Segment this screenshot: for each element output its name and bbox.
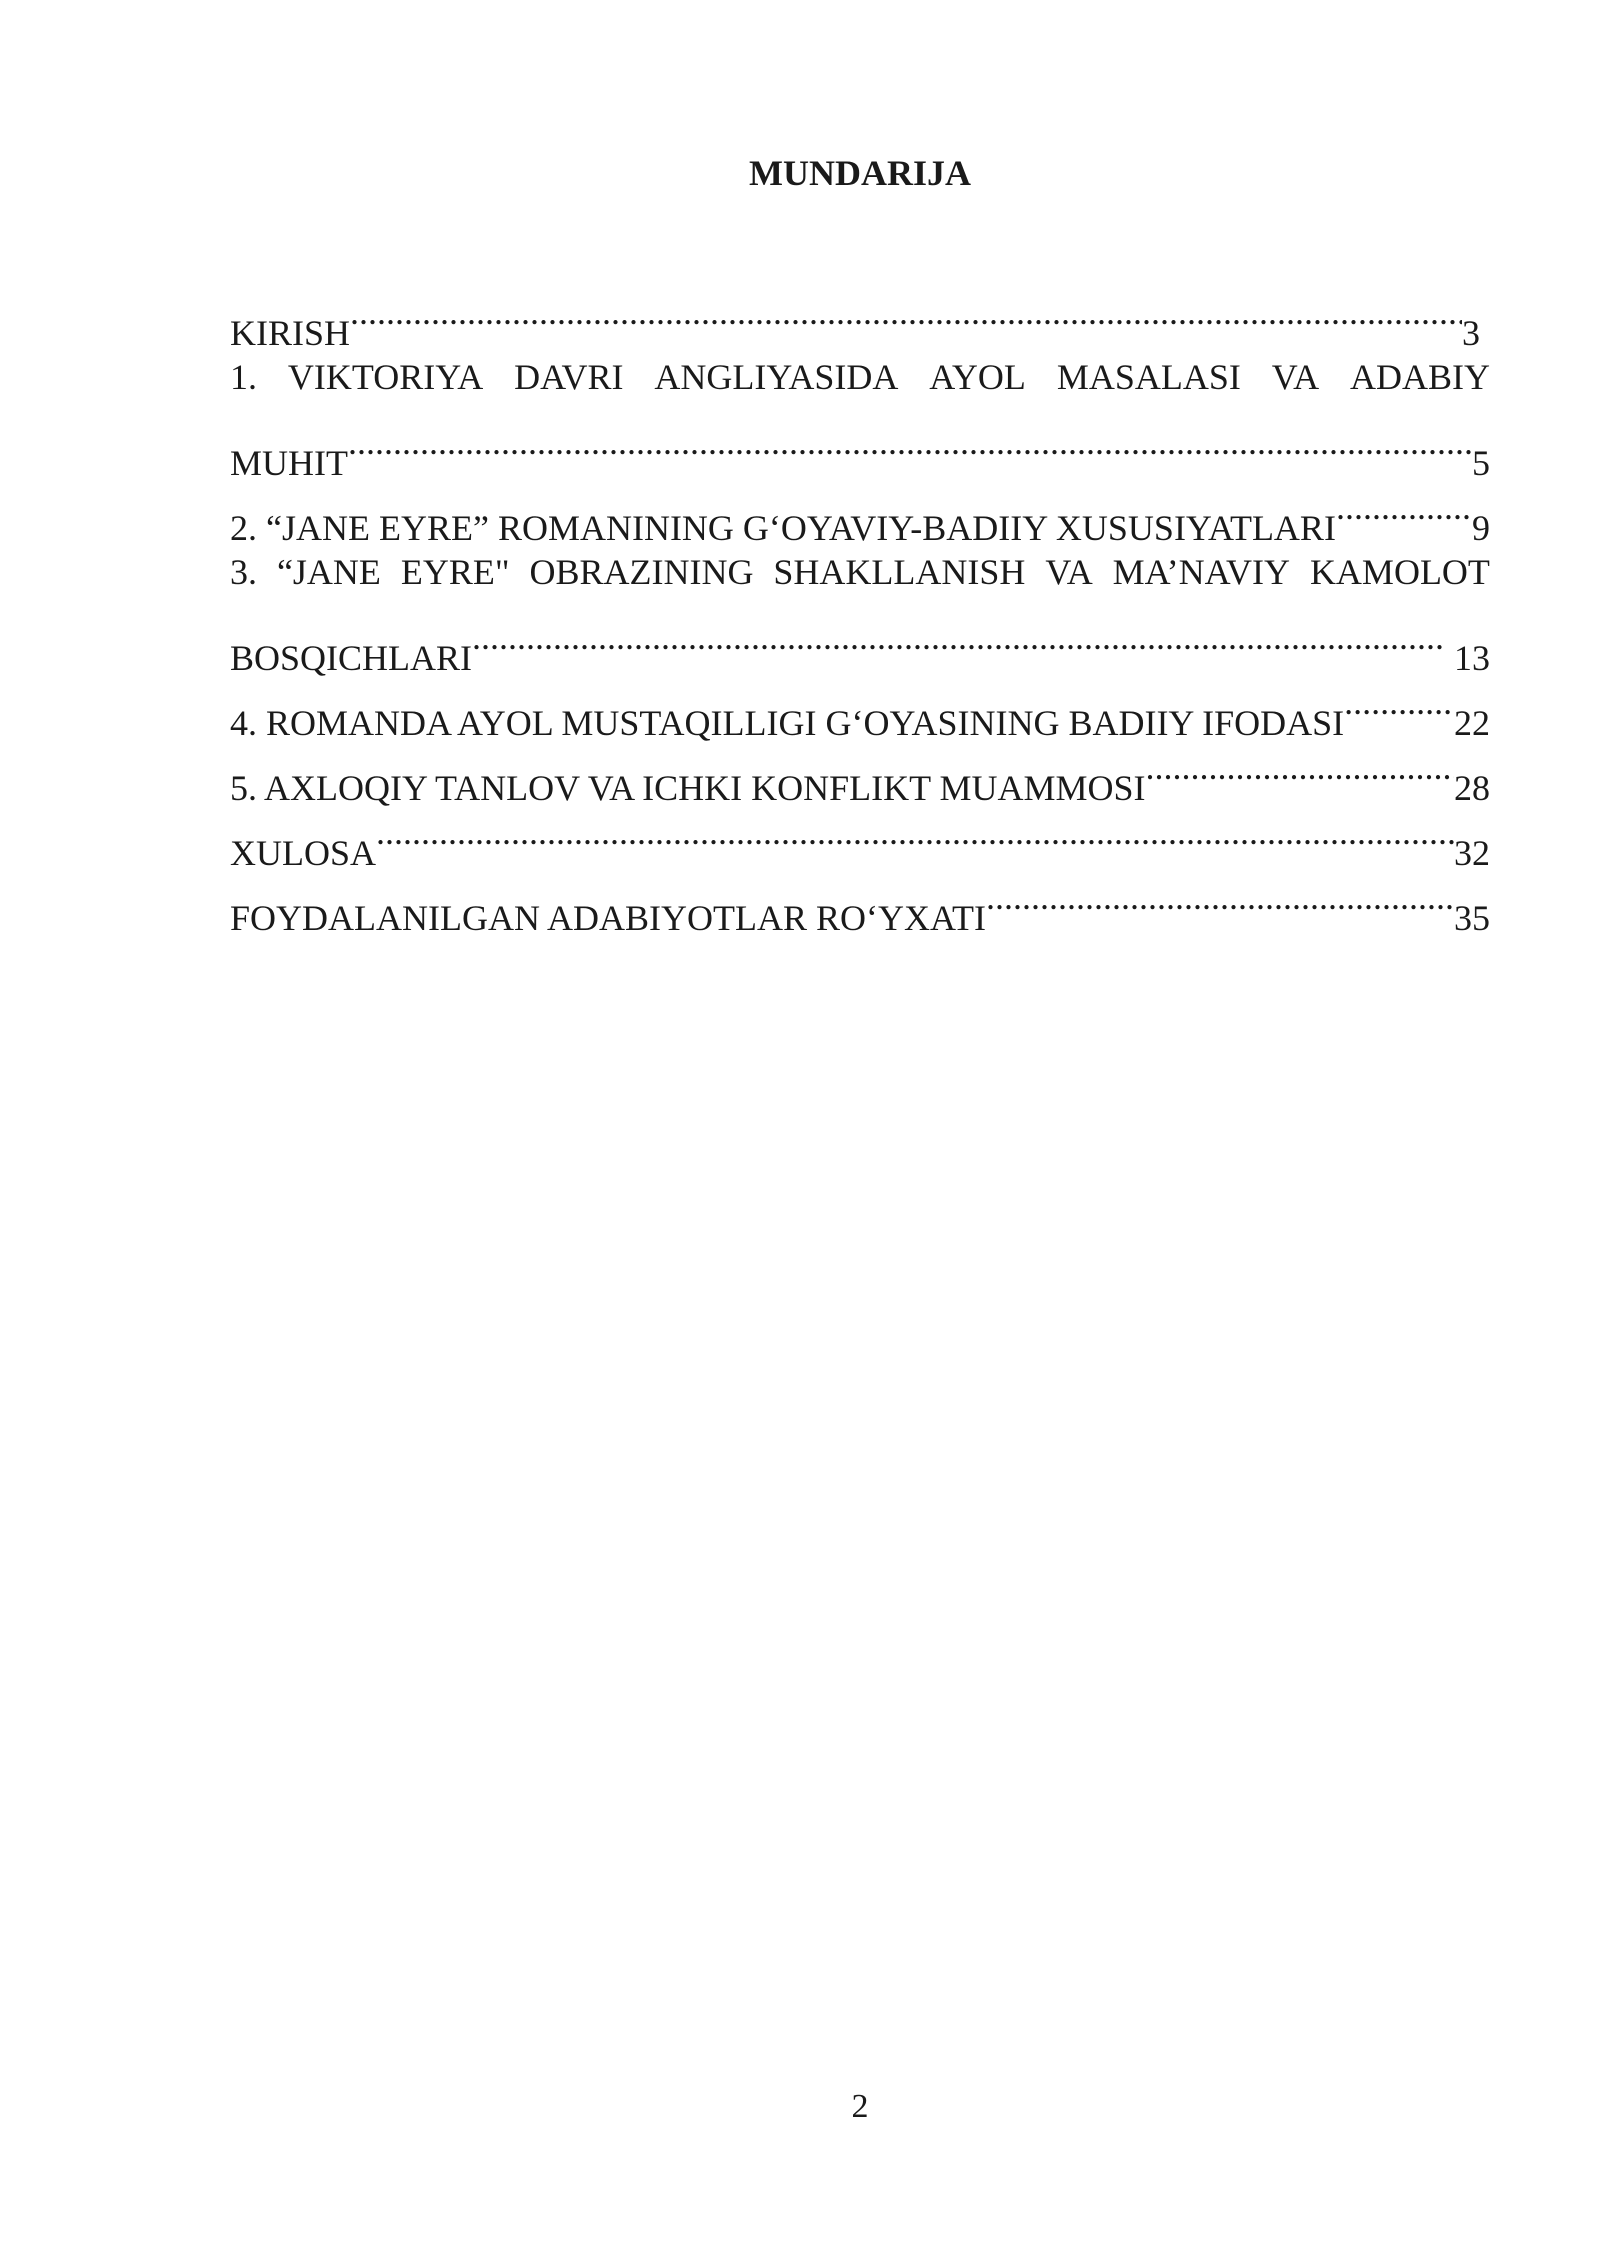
page-title: MUNDARIJA bbox=[749, 153, 971, 193]
toc-entry-3-line2[interactable] bbox=[230, 605, 1490, 678]
page-number: 2 bbox=[851, 2088, 869, 2125]
toc-word: VA bbox=[1271, 357, 1320, 397]
toc-word: 1. bbox=[230, 357, 257, 397]
toc-entry-label: FOYDALANILGAN ADABIYOTLAR RO‘YXATI bbox=[230, 898, 986, 938]
toc-entry-page: 3 bbox=[1462, 313, 1480, 353]
toc-entry-2[interactable] bbox=[230, 475, 1490, 548]
toc-leader-dots bbox=[1146, 735, 1454, 800]
toc-entry-page: 22 bbox=[1454, 703, 1490, 743]
toc-word: SHAKLLANISH bbox=[773, 552, 1026, 592]
toc-entry-label: 4. ROMANDA AYOL MUSTAQILLIGI G‘OYASINING BADIIY IFODASI bbox=[230, 703, 1345, 743]
toc-entry-label: 2. “JANE EYRE” ROMANINING G‘OYAVIY-BADIIY XUSUSIYATLARI bbox=[230, 508, 1336, 548]
toc-word: OBRAZINING bbox=[529, 552, 754, 592]
toc-word: 3. bbox=[230, 552, 257, 592]
toc-entry-page: 28 bbox=[1454, 768, 1490, 808]
toc-entry-kirish[interactable] bbox=[230, 280, 1490, 353]
toc-word: “JANE bbox=[276, 552, 381, 592]
toc-entry-page: 13 bbox=[1454, 638, 1490, 678]
toc-leader-dots bbox=[1336, 475, 1472, 540]
toc-word: AYOL bbox=[929, 357, 1026, 397]
toc-word: MASALASI bbox=[1056, 357, 1241, 397]
toc-leader-dots bbox=[376, 800, 1454, 865]
toc-entry-label: KIRISH bbox=[230, 313, 351, 353]
toc-entry-label: XULOSA bbox=[230, 833, 377, 873]
toc-entry-1-line1[interactable] bbox=[230, 345, 1490, 410]
toc-word: VIKTORIYA bbox=[287, 357, 484, 397]
toc-word: DAVRI bbox=[514, 357, 624, 397]
toc-word: MA’NAVIY bbox=[1112, 552, 1290, 592]
toc-word: KAMOLOT bbox=[1309, 552, 1490, 592]
toc-leader-dots bbox=[1344, 670, 1454, 735]
toc-entry-adabiyotlar[interactable] bbox=[230, 865, 1490, 938]
toc-entry-page: 5 bbox=[1472, 443, 1490, 483]
toc-entry-xulosa[interactable] bbox=[230, 800, 1490, 873]
toc-entry-page: 35 bbox=[1454, 898, 1490, 938]
toc-entry-page: 32 bbox=[1454, 833, 1490, 873]
table-of-contents bbox=[230, 280, 1490, 938]
toc-leader-dots bbox=[986, 865, 1454, 930]
toc-entry-page: 9 bbox=[1472, 508, 1490, 548]
toc-word: ANGLIYASIDA bbox=[654, 357, 899, 397]
toc-entry-label: MUHIT bbox=[230, 443, 348, 483]
toc-entry-1-line2[interactable] bbox=[230, 410, 1490, 483]
toc-leader-dots bbox=[348, 410, 1472, 475]
toc-word: VA bbox=[1045, 552, 1093, 592]
toc-word: ADABIY bbox=[1349, 357, 1490, 397]
toc-leader-dots bbox=[472, 605, 1446, 670]
toc-entry-label: BOSQICHLARI bbox=[230, 638, 473, 678]
toc-entry-label: 5. AXLOQIY TANLOV VA ICHKI KONFLIKT MUAMMOSI bbox=[230, 768, 1146, 808]
toc-word: EYRE" bbox=[400, 552, 510, 592]
toc-leader-dots bbox=[350, 280, 1462, 345]
